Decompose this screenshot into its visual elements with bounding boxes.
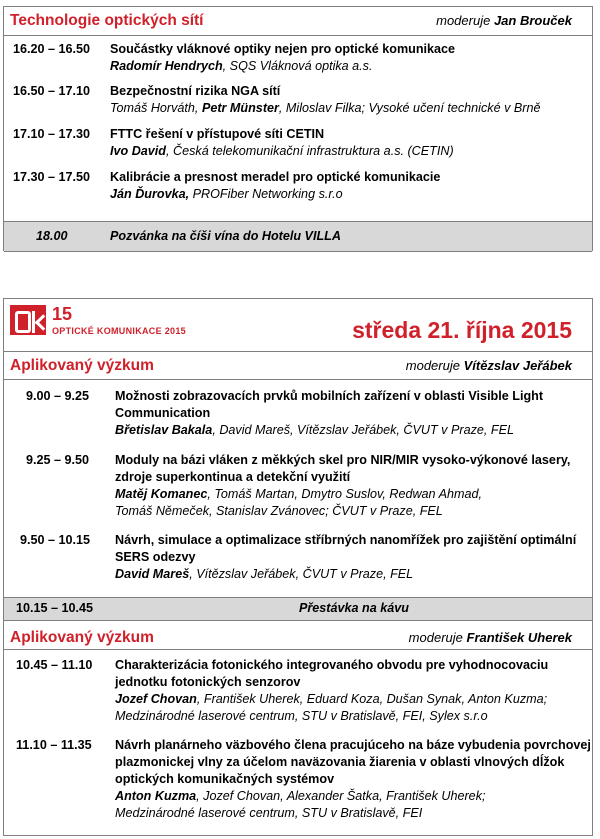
item-title: Návrh, simulace a optimalizace stříbrných nanomřížek pro zajištění optimální (115, 533, 577, 547)
item-time: 9.50 – 10.15 (20, 533, 91, 547)
event-time: 18.00 (36, 229, 68, 243)
item-time: 10.45 – 11.10 (16, 658, 93, 672)
item-body (115, 388, 543, 439)
item-authors: Radomír Hendrych, SQS Vláknová optika a.s. (110, 59, 373, 73)
item-title: Moduly na bázi vláken z měkkých skel pro NIR/MIR vysoko-výkonové lasery, (115, 453, 571, 467)
item-authors: Tomáš Horváth, Petr Münster, Miloslav Filka; Vysoké učení technické v Brně (110, 101, 541, 115)
item-authors-cont: Tomáš Němeček, Stanislav Zvánovec; ČVUT v Praze, FEL (115, 504, 443, 518)
item-authors: Matěj Komanec, Tomáš Martan, Dmytro Suslov, Redwan Ahmad, (115, 487, 482, 501)
session-title: Aplikovaný výzkum (10, 629, 154, 646)
item-authors: Jozef Chovan, František Uherek, Eduard Koza, Dušan Synak, Anton Kuzma; (115, 692, 548, 706)
item-authors-cont: Medzinárodné laserové centrum, STU v Bratislavě, FEI, Sylex s.r.o (115, 709, 488, 723)
divider (4, 35, 592, 36)
item-title-cont: optických komunikačných systémov (115, 772, 335, 786)
item-authors: Anton Kuzma, Jozef Chovan, Alexander Šatka, František Uherek; (115, 789, 486, 803)
item-title: Kalibrácie a presnost meradel pro optické komunikacie (110, 170, 441, 184)
session-block-technologie (3, 6, 593, 251)
program-item (4, 41, 592, 77)
item-body (115, 657, 548, 725)
program-item (4, 388, 592, 442)
item-time: 16.20 – 16.50 (13, 42, 91, 56)
item-body (115, 452, 570, 520)
program-item (4, 532, 592, 586)
item-title: FTTC řešení v přístupové síti CETIN (110, 127, 325, 141)
divider (4, 379, 592, 380)
item-body (110, 126, 454, 160)
item-title-cont: jednotku fotonických senzorov (115, 675, 301, 689)
program-item (4, 737, 592, 829)
program-item (4, 169, 592, 205)
program-item (4, 452, 592, 524)
session-title: Aplikovaný výzkum (10, 357, 154, 374)
break-time: 10.15 – 10.45 (16, 601, 94, 615)
day-date: středa 21. října 2015 (352, 317, 572, 343)
session-title: Technologie optických sítí (10, 12, 204, 29)
session-header (4, 624, 592, 649)
item-time: 17.10 – 17.30 (13, 127, 91, 141)
event-text: Pozvánka na číši vína do Hotelu VILLA (110, 229, 341, 243)
logo-number: 15 (52, 304, 73, 324)
program-item (4, 83, 592, 119)
item-title: Návrh planárneho väzbového člena pracujúceho na báze vybudenia povrchovej (115, 738, 591, 752)
item-body (110, 83, 540, 117)
item-authors: Břetislav Bakala, David Mareš, Vítězslav Jeřábek, ČVUT v Praze, FEL (115, 423, 514, 437)
item-title: Součástky vláknové optiky nejen pro optické komunikace (110, 42, 456, 56)
program-item (4, 657, 592, 729)
item-title: Možnosti zobrazovacích prvků mobilních zařízení v oblasti Visible Light (115, 389, 544, 403)
logo-text: OPTICKÉ KOMUNIKACE 2015 (52, 326, 186, 336)
session-header (4, 7, 592, 32)
item-time: 9.00 – 9.25 (26, 389, 90, 403)
program-item (4, 126, 592, 162)
item-time: 16.50 – 17.10 (13, 84, 91, 98)
item-time: 11.10 – 11.35 (16, 738, 92, 752)
divider (4, 649, 592, 650)
conference-logo (4, 299, 224, 344)
moderator: moderuje Jan Brouček (436, 13, 572, 28)
moderator: moderuje František Uherek (408, 630, 572, 645)
item-title-cont: Communication (115, 406, 211, 420)
item-title-cont: plazmonickej vlny za účelom naväzovania žiarenia v oblasti vlnových dĺžok (115, 755, 565, 769)
item-title-cont: SERS odezvy (115, 550, 196, 564)
item-title: Bezpečnostní rizika NGA sítí (110, 84, 281, 98)
item-body (115, 532, 576, 583)
ok-logo-icon (10, 305, 46, 335)
item-time: 9.25 – 9.50 (26, 453, 90, 467)
item-title-cont: zdroje superkontinua a detekční využití (115, 470, 351, 484)
item-time: 17.30 – 17.50 (13, 170, 91, 184)
item-body (110, 41, 455, 75)
item-body (115, 737, 591, 822)
item-authors-cont: Medzinárodné laserové centrum, STU v Bratislavě, FEI (115, 806, 423, 820)
evening-event-row (4, 221, 592, 252)
item-body (110, 169, 440, 203)
break-text: Přestávka na kávu (299, 601, 409, 615)
coffee-break-row (4, 597, 592, 621)
day-block-wednesday (3, 298, 593, 836)
item-title: Charakterizácia fotonického integrovaného obvodu pre vyhodnocovaciu (115, 658, 549, 672)
session-header (4, 352, 592, 377)
item-authors: Ivo David, Česká telekomunikační infrastruktura a.s. (CETIN) (110, 144, 454, 158)
item-authors: David Mareš, Vítězslav Jeřábek, ČVUT v Praze, FEL (115, 567, 414, 581)
item-authors: Ján Ďurovka, PROFiber Networking s.r.o (110, 187, 343, 201)
moderator: moderuje Vítězslav Jeřábek (405, 358, 572, 373)
